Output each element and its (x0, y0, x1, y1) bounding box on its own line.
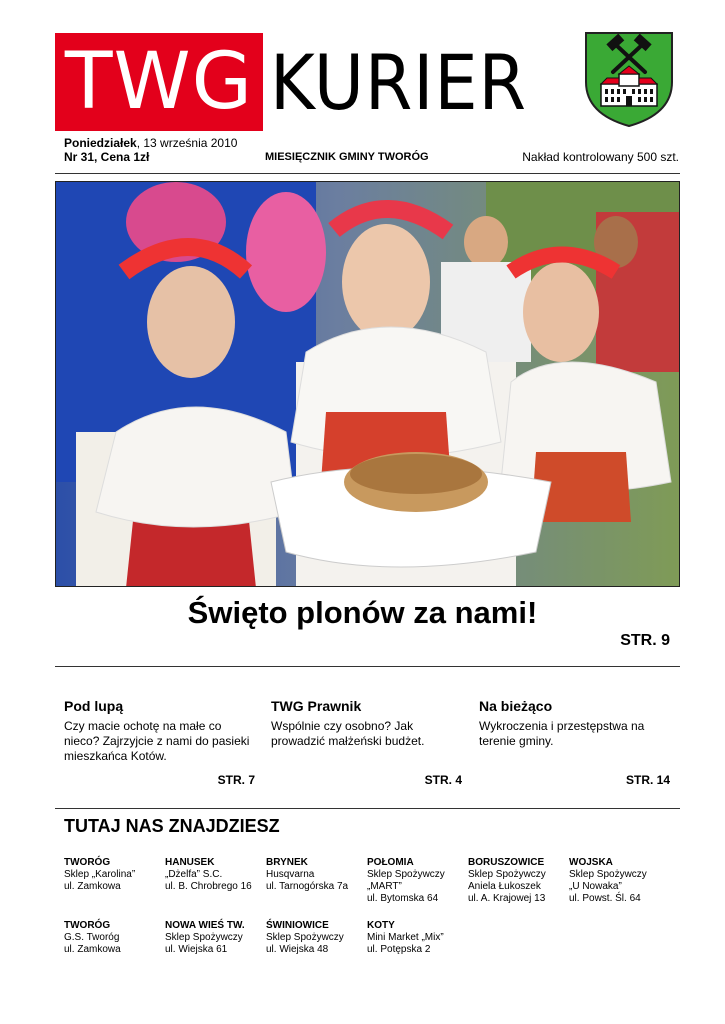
location-item (367, 857, 467, 905)
location-address: ul. Powst. Śl. 64 (569, 893, 641, 904)
location-shop: Mini Market „Mix” (367, 932, 444, 943)
location-item (367, 920, 467, 956)
location-shop: Sklep Spożywczy (468, 869, 546, 880)
location-shop: Sklep Spożywczy (165, 932, 243, 943)
location-town: TWORÓG (64, 857, 111, 868)
teaser-twg-prawnik[interactable] (271, 698, 461, 749)
brand-logo-box (55, 33, 263, 131)
find-us-title: TUTAJ NAS ZNAJDZIESZ (64, 816, 280, 836)
location-address: ul. A. Krajowej 13 (468, 893, 546, 904)
teaser-page-ref[interactable]: STR. 4 (424, 773, 462, 787)
header-rule (55, 173, 680, 174)
location-address: ul. Tarnogórska 7a (266, 881, 349, 892)
location-item (165, 920, 265, 956)
issue-date-text: , 13 września 2010 (136, 136, 238, 150)
teaser-text: Czy macie ochotę na małe co nieco? Zajrzyjcie z nami do pasieki mieszkańca Kotów. (64, 719, 250, 763)
location-town: KOTY (367, 920, 395, 931)
location-item (64, 857, 164, 893)
location-shop-name: „U Nowaka” (569, 881, 622, 892)
teaser-text: Wykroczenia i przestępstwa na terenie gminy. (479, 719, 645, 748)
location-item (64, 920, 164, 956)
location-address: ul. Potępska 2 (367, 944, 431, 955)
issue-date (64, 136, 237, 150)
cover-photo (55, 181, 680, 587)
location-item (468, 857, 568, 905)
location-shop: Husqvarna (266, 869, 315, 880)
location-town: WOJSKA (569, 857, 613, 868)
location-shop-name: „MART” (367, 881, 402, 892)
location-address: ul. Wiejska 61 (165, 944, 228, 955)
teaser-title: Na bieżąco (479, 698, 553, 714)
location-town: TWORÓG (64, 920, 111, 931)
hammers-crest-icon (583, 30, 675, 128)
teaser-na-biezaco[interactable] (479, 698, 669, 749)
location-item (569, 857, 669, 905)
location-item (266, 920, 366, 956)
brand-right: KURIER (270, 38, 527, 127)
headline-rule (55, 666, 680, 667)
teaser-title: TWG Prawnik (271, 698, 362, 714)
issue-weekday: Poniedziałek (64, 136, 137, 150)
location-address: ul. Zamkowa (64, 881, 121, 892)
location-shop: Sklep Spożywczy (569, 869, 647, 880)
teaser-page-ref[interactable]: STR. 14 (625, 773, 670, 787)
location-town: BRYNEK (266, 857, 308, 868)
issue-number: Nr 31, Cena 1zł (64, 150, 150, 164)
location-shop: Sklep Spożywczy (367, 869, 445, 880)
location-shop: G.S. Tworóg (64, 932, 120, 943)
brand-left: TWG (64, 37, 254, 127)
location-town: HANUSEK (165, 857, 215, 868)
location-town: ŚWINIOWICE (266, 920, 329, 931)
location-address: ul. B. Chrobrego 16 (165, 881, 252, 892)
location-shop: „Dżelfa” S.C. (165, 869, 223, 880)
issue-circulation: Nakład kontrolowany 500 szt. (522, 150, 679, 164)
issue-tagline: MIESIĘCZNIK GMINY TWORÓG (265, 151, 429, 163)
teaser-page-ref[interactable]: STR. 7 (217, 773, 255, 787)
location-item (266, 857, 366, 893)
location-address: ul. Wiejska 48 (266, 944, 329, 955)
teaser-title: Pod lupą (64, 698, 124, 714)
location-town: POŁOMIA (367, 857, 414, 868)
teasers-rule (55, 808, 680, 809)
cover-headline: Święto plonów za nami! (187, 595, 538, 630)
location-item (165, 857, 265, 893)
location-town: NOWA WIEŚ TW. (165, 920, 245, 931)
location-shop-name: Aniela Łukoszek (468, 881, 541, 892)
teaser-text: Wspólnie czy osobno? Jak prowadzić małżeński budżet. (271, 719, 425, 748)
location-address: ul. Bytomska 64 (367, 893, 439, 904)
location-address: ul. Zamkowa (64, 944, 121, 955)
location-town: BORUSZOWICE (468, 857, 545, 868)
location-shop: Sklep „Karolina” (64, 869, 136, 880)
location-shop: Sklep Spożywczy (266, 932, 344, 943)
teaser-pod-lupa[interactable] (64, 698, 254, 764)
cover-page-ref[interactable]: STR. 9 (620, 632, 670, 649)
